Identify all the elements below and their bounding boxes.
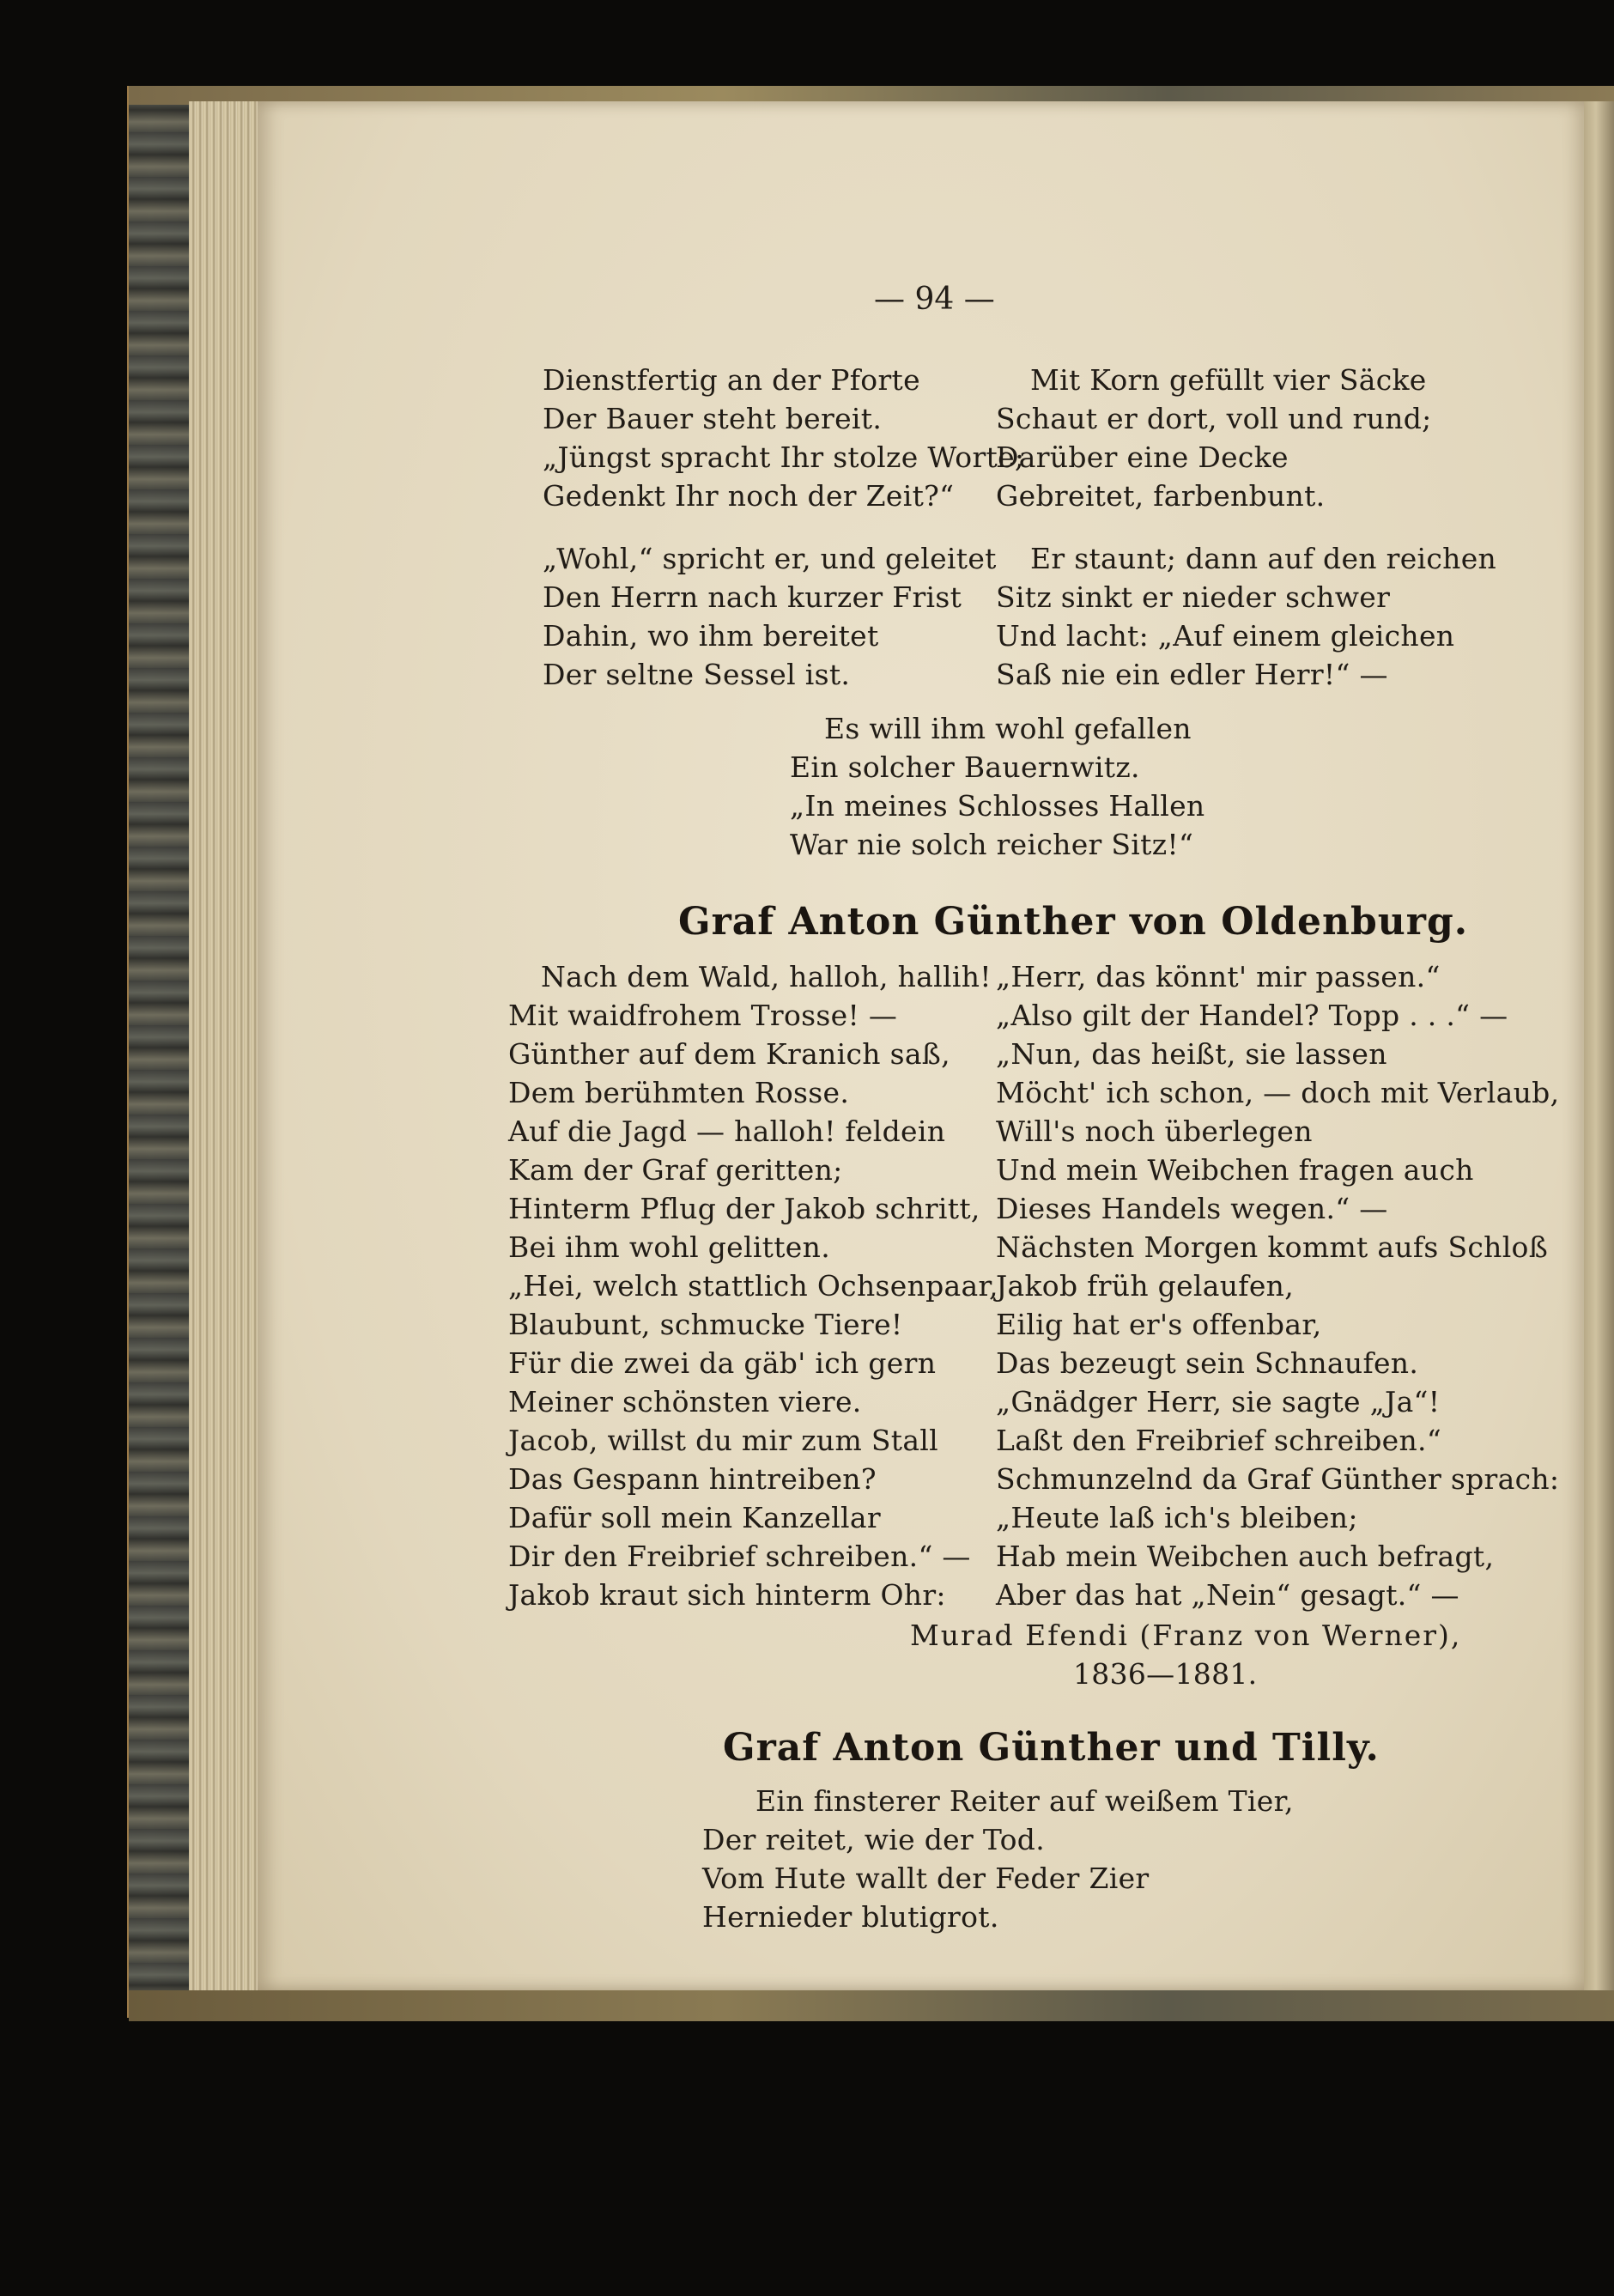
verse-line: Ein finsterer Reiter auf weißem Tier, bbox=[755, 1784, 1294, 1818]
verse-line: Schmunzelnd da Graf Günther sprach: bbox=[996, 1462, 1560, 1496]
verse-line: Hab mein Weibchen auch befragt, bbox=[996, 1540, 1495, 1573]
verse-line: „Heute laß ich's bleiben; bbox=[996, 1501, 1358, 1534]
cover-bottom-edge bbox=[129, 1990, 1614, 2021]
poem-years: 1836—1881. bbox=[1073, 1657, 1258, 1691]
verse-line: Dieses Handels wegen.“ — bbox=[996, 1192, 1388, 1225]
verse-line: Kam der Graf geritten; bbox=[508, 1153, 843, 1187]
verse-line: Der seltne Sessel ist. bbox=[543, 658, 851, 691]
verse-line: Er staunt; dann auf den reichen bbox=[1030, 542, 1497, 575]
verse-line: Ein solcher Bauernwitz. bbox=[790, 750, 1140, 784]
verse-line: Schaut er dort, voll und rund; bbox=[996, 402, 1432, 435]
verse-line: Jakob früh gelaufen, bbox=[996, 1269, 1294, 1303]
verse-line: Der reitet, wie der Tod. bbox=[702, 1823, 1046, 1856]
verse-line: „Hei, welch stattlich Ochsenpaar, bbox=[508, 1269, 998, 1303]
verse-line: Es will ihm wohl gefallen bbox=[824, 712, 1192, 745]
verse-line: Nach dem Wald, halloh, hallih! bbox=[541, 960, 992, 993]
verse-line: Hernieder blutigrot. bbox=[702, 1900, 999, 1934]
verse-line: Saß nie ein edler Herr!“ — bbox=[996, 658, 1388, 691]
verse-line: Eilig hat er's offenbar, bbox=[996, 1308, 1322, 1341]
verse-line: Und mein Weibchen fragen auch bbox=[996, 1153, 1474, 1187]
verse-line: Gedenkt Ihr noch der Zeit?“ bbox=[543, 479, 955, 513]
verse-line: Das Gespann hintreiben? bbox=[508, 1462, 877, 1496]
verse-line: Laßt den Freibrief schreiben.“ bbox=[996, 1424, 1442, 1457]
verse-line: „Wohl,“ spricht er, und geleitet bbox=[543, 542, 997, 575]
poem-title: Graf Anton Günther von Oldenburg. bbox=[678, 900, 1469, 944]
verse-line: Blaubunt, schmucke Tiere! bbox=[508, 1308, 903, 1341]
verse-line: Günther auf dem Kranich saß, bbox=[508, 1037, 950, 1071]
verse-line: „Also gilt der Handel? Topp . . .“ — bbox=[996, 999, 1508, 1032]
verse-line: Dienstfertig an der Pforte bbox=[543, 363, 920, 397]
verse-line: Dem berühmten Rosse. bbox=[508, 1076, 850, 1109]
verse-line: Den Herrn nach kurzer Frist bbox=[543, 580, 962, 614]
poem-title: Graf Anton Günther und Tilly. bbox=[723, 1726, 1380, 1770]
verse-line: Dafür soll mein Kanzellar bbox=[508, 1501, 881, 1534]
verse-line: Auf die Jagd — halloh! feldein bbox=[508, 1115, 946, 1148]
verse-line: Darüber eine Decke bbox=[996, 440, 1289, 474]
verse-line: Für die zwei da gäb' ich gern bbox=[508, 1346, 937, 1380]
page-number: — 94 — bbox=[874, 282, 995, 317]
verse-line: Bei ihm wohl gelitten. bbox=[508, 1230, 830, 1264]
verse-line: Nächsten Morgen kommt aufs Schloß bbox=[996, 1230, 1549, 1264]
verse-line: „Herr, das könnt' mir passen.“ bbox=[996, 960, 1441, 993]
verse-line: Möcht' ich schon, — doch mit Verlaub, bbox=[996, 1076, 1560, 1109]
verse-line: „Gnädger Herr, sie sagte „Ja“! bbox=[996, 1385, 1441, 1418]
verse-line: Mit Korn gefüllt vier Säcke bbox=[1030, 363, 1427, 397]
verse-line: Gebreitet, farbenbunt. bbox=[996, 479, 1326, 513]
verse-line: Und lacht: „Auf einem gleichen bbox=[996, 619, 1455, 653]
verse-line: „Jüngst spracht Ihr stolze Worte; bbox=[543, 440, 1025, 474]
verse-line: War nie solch reicher Sitz!“ bbox=[790, 828, 1194, 861]
verse-line: Dir den Freibrief schreiben.“ — bbox=[508, 1540, 971, 1573]
verse-line: Jacob, willst du mir zum Stall bbox=[508, 1424, 939, 1457]
verse-line: Meiner schönsten viere. bbox=[508, 1385, 862, 1418]
verse-line: Das bezeugt sein Schnaufen. bbox=[996, 1346, 1419, 1380]
verse-line: Jakob kraut sich hinterm Ohr: bbox=[508, 1578, 946, 1612]
verse-line: Sitz sinkt er nieder schwer bbox=[996, 580, 1391, 614]
verse-line: Der Bauer steht bereit. bbox=[543, 402, 883, 435]
verse-line: Vom Hute wallt der Feder Zier bbox=[702, 1862, 1150, 1895]
poem-author: Murad Efendi (Franz von Werner), bbox=[910, 1619, 1462, 1652]
right-page-fold bbox=[1584, 101, 1614, 1990]
verse-line: „Nun, das heißt, sie lassen bbox=[996, 1037, 1387, 1071]
verse-line: Will's noch überlegen bbox=[996, 1115, 1313, 1148]
verse-line: Dahin, wo ihm bereitet bbox=[543, 619, 879, 653]
verse-line: Mit waidfrohem Trosse! — bbox=[508, 999, 898, 1032]
verse-line: Aber das hat „Nein“ gesagt.“ — bbox=[996, 1578, 1459, 1612]
verse-line: „In meines Schlosses Hallen bbox=[790, 789, 1205, 823]
verse-line: Hinterm Pflug der Jakob schritt, bbox=[508, 1192, 980, 1225]
